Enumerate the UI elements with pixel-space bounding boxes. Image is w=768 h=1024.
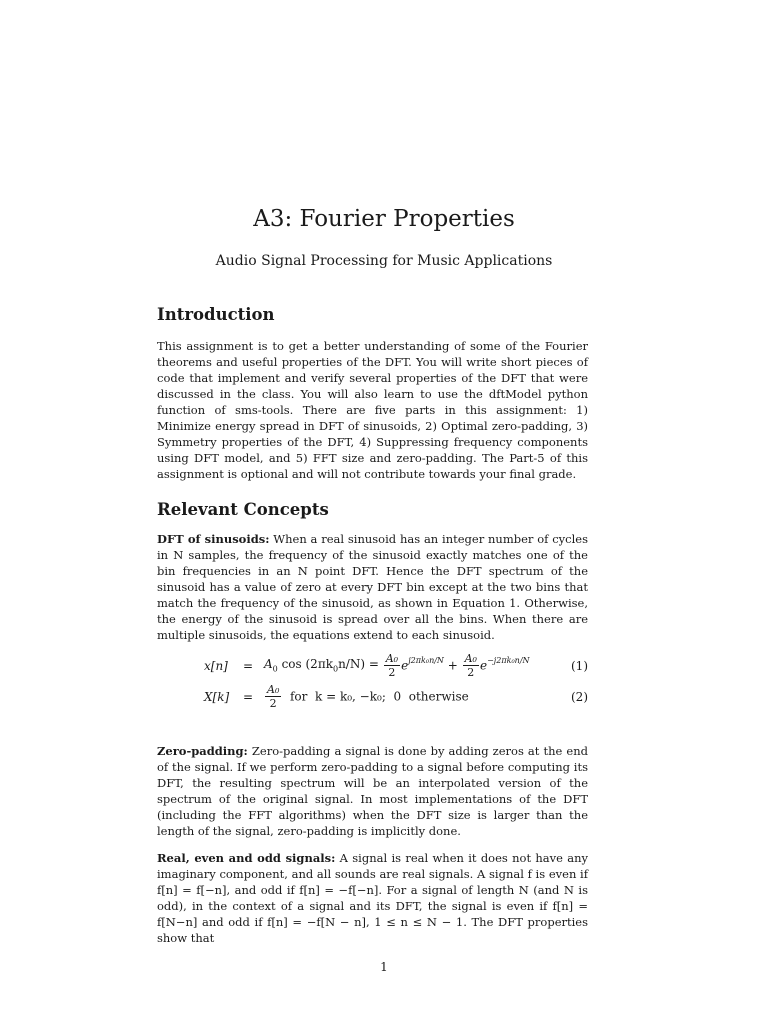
introduction-paragraph: This assignment is to get a better understanding of some of the Fourier theorems and useful properties of the DFT. You will write short pieces of code that implement and verify several properties of the DFT that were discussed in the class. You will also learn to use the dftModel python function of sms-tools. There are five parts in this assignment: 1) Minimize energy spread in DFT of sinusoids, 2) Optimal zero-padding, 3) Symmetry properties of the DFT, 4) Suppressing frequency components using DFT model, and 5) FFT size and zero-padding. The Part-5 of this assignment is optional and will not contribute towards your final grade.	[157, 339, 588, 481]
dft-of-sinusoids-paragraph	[157, 531, 588, 643]
document-subtitle: Audio Signal Processing for Music Applications	[215, 253, 553, 269]
dft-of-sinusoids-lead: DFT of sinusoids:	[157, 532, 270, 546]
equation-1-k-sub: 0	[332, 664, 339, 674]
introduction-section	[157, 305, 588, 324]
equation-1-fraction-1-numerator: A₀	[385, 652, 399, 665]
equation-2-relation: =	[243, 690, 254, 704]
introduction-body	[157, 338, 588, 482]
relevant-concepts-heading: Relevant Concepts	[157, 500, 329, 519]
equation-1-amplitude-sub: 0	[272, 664, 278, 674]
zero-padding-block	[157, 743, 588, 839]
equation-2-number: (2)	[571, 690, 588, 704]
zero-padding-text: Zero-padding a signal is done by adding zeros at the end of the signal. If we perform zero-padding to a signal before computing its DFT, the resulting spectrum will be an interpolated version of the spectrum of the original signal. In most implementations of the DFT (including the FFT algorithms) when the DFT size is larger than the length of the signal, zero-padding is implicitly done.	[157, 744, 588, 838]
equation-1-amplitude: A	[264, 657, 273, 672]
equation-2-fraction-denominator: 2	[269, 697, 277, 710]
real-even-odd-text: A signal is real when it does not have any imaginary component, and all sounds are real signals. A signal f is even if f[n] = f[−n], and odd if f[n] = −f[−n]. For a signal of length N (and N is odd), in the context of a signal and its DFT, the signal is even if f[n] = f[N−n] and odd if f[n] = −f[N − n], 1 ≤ n ≤ N − 1. The DFT properties show that	[157, 851, 588, 945]
document-title: A3: Fourier Properties	[253, 206, 515, 232]
real-even-odd-paragraph	[157, 850, 588, 946]
dft-of-sinusoids-block	[157, 531, 588, 643]
equation-1-cos: cos (2πk	[277, 657, 333, 672]
equation-1-arg-tail: n/N) =	[338, 657, 383, 672]
equation-1-exp-2: e	[479, 658, 488, 673]
equation-1-rhs	[264, 652, 530, 679]
equation-1-lhs: x[n]	[204, 659, 228, 673]
equation-1-fraction-2-numerator: A₀	[464, 652, 477, 665]
equation-1-plus: +	[443, 658, 462, 673]
real-even-odd-lead: Real, even and odd signals:	[157, 851, 336, 865]
equation-2-rhs	[264, 683, 469, 710]
equation-2-fraction	[265, 683, 281, 710]
equation-1-fraction-1-denominator: 2	[388, 666, 396, 679]
introduction-heading: Introduction	[157, 305, 275, 324]
equation-2-fraction-numerator: A₀	[267, 683, 280, 696]
page-number: 1	[380, 960, 388, 974]
equation-1-exp-1: e	[401, 658, 409, 673]
equation-1-number: (1)	[571, 659, 588, 673]
zero-padding-paragraph	[157, 743, 588, 839]
real-even-odd-block	[157, 850, 588, 946]
equation-1-fraction-1	[384, 652, 400, 679]
equation-1-exp-2-power: −j2πk₀n/N	[487, 656, 530, 665]
zero-padding-lead: Zero-padding:	[157, 744, 248, 758]
equation-2-lhs: X[k]	[204, 690, 230, 704]
equation-1-fraction-2-denominator: 2	[467, 666, 475, 679]
dft-of-sinusoids-text: When a real sinusoid has an integer number of cycles in N samples, the frequency of the sinusoid exactly matches one of the bin frequencies in an N point DFT. Hence the DFT spectrum of the sinusoid has a value of zero at every DFT bin except at the two bins that match the frequency of the sinusoid, as shown in Equation 1. Otherwise, the energy of the sinusoid is spread over all the bins. When there are multiple sinusoids, the equations extend to each sinusoid.	[157, 532, 588, 642]
equation-2-condition: for k = k₀, −k₀; 0 otherwise	[282, 689, 469, 704]
equation-1	[157, 652, 588, 680]
relevant-concepts-section	[157, 500, 588, 519]
equation-1-exp-1-power: j2πk₀n/N	[408, 656, 444, 665]
equation-1-fraction-2	[463, 652, 479, 679]
equation-1-relation: =	[243, 659, 254, 673]
equation-2	[157, 683, 588, 711]
